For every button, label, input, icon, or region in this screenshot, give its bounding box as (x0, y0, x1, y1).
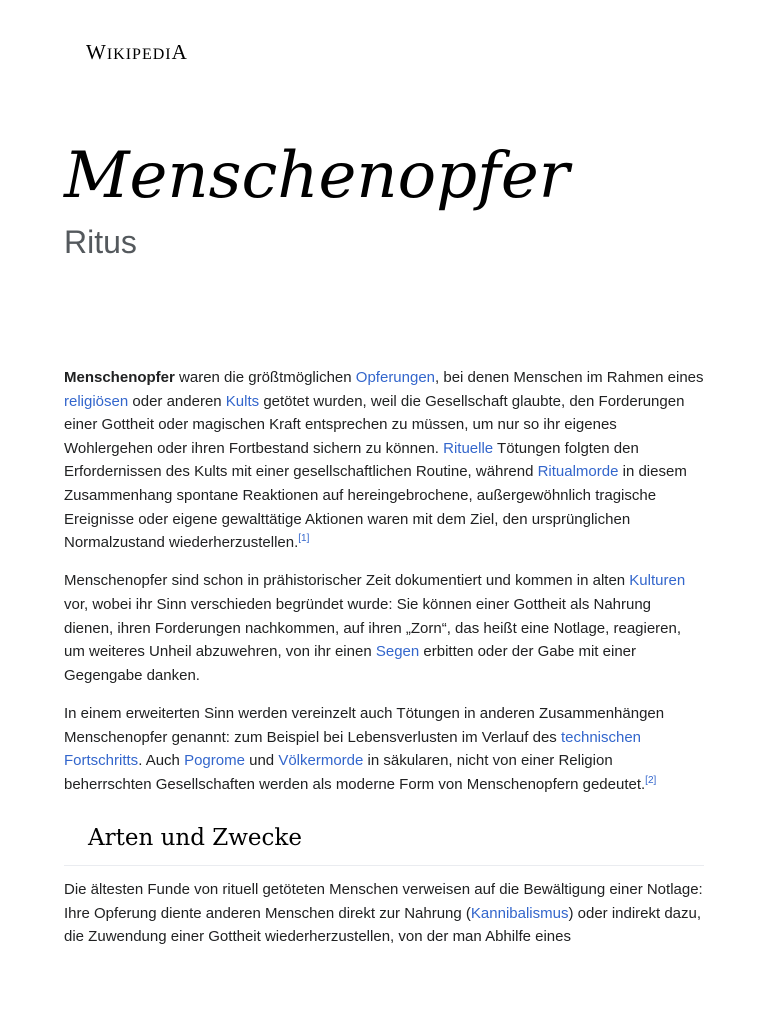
intro-paragraph-1 (64, 366, 704, 555)
wikipedia-wordmark[interactable] (86, 40, 188, 65)
text-run: In einem erweiterten Sinn werden vereinzelt auch Tötungen in anderen Zusammenhängen Menschenopfer genannt: zum Beispiel bei Lebensverlusten im Verlauf des (64, 704, 665, 746)
text-run: erbitten oder der Gabe mit einer Gegengabe danken. (64, 643, 637, 684)
reference-link-2[interactable]: [2] (645, 774, 657, 786)
text-run: und (244, 752, 279, 770)
reference-2[interactable] (645, 775, 656, 786)
link-segen[interactable]: Segen (375, 643, 420, 661)
text-run: ) oder indirekt dazu, die Zuwendung einer Gottheit wiederherzustellen, von der man Abhilfe eines (64, 904, 702, 946)
link-ritualmorde[interactable]: Ritualmorde (537, 463, 619, 481)
link-opferungen[interactable]: Opferungen (355, 369, 436, 386)
text-run: Tötungen folgten den Erfordernissen des Kults mit einer gesellschaftlichen Routine, während (64, 439, 639, 481)
text-run: getötet wurden, weil die Gesellschaft glaubte, den Forderungen einer Gottheit oder magischen Kraft entsprechen zu müssen, um nur so ihr eigenes Wohlergehen oder ihren Fortbestand sichern zu können. (64, 392, 685, 457)
text-run: vor, wobei ihr Sinn verschieden begründet wurde: Sie können einer Gottheit als Nahrung dienen, ihren Forderungen nachkommen, auf ihren „Zorn“, das heißt eine Notlage, reagieren, um weiteres Unheil abzuwehren, von ihr einen (64, 595, 682, 661)
lead-term: Menschenopfer (64, 369, 175, 386)
link-voelkermorde[interactable]: Völkermorde (278, 752, 364, 770)
text-run: . Auch (138, 752, 185, 770)
page-title: Menschenopfer (64, 139, 570, 213)
link-pogrome[interactable]: Pogrome (184, 752, 245, 770)
link-kulturen[interactable]: Kulturen (629, 572, 686, 590)
text-run: Die ältesten Funde von rituell getöteten Menschen verweisen auf die Bewältigung einer Notlage: Ihre Opferung diente anderen Menschen direkt zur Nahrung ( (64, 881, 703, 922)
text-run: , bei denen Menschen im Rahmen eines (435, 369, 704, 386)
link-kannibalismus[interactable]: Kannibalismus (470, 904, 569, 922)
text-run: Menschenopfer sind schon in prähistorischer Zeit dokumentiert und kommen in alten (64, 572, 630, 590)
reference-1[interactable] (298, 533, 309, 544)
link-religioesen[interactable]: religiösen (64, 392, 129, 410)
text-run: waren die größtmöglichen (174, 369, 356, 386)
section-paragraph-1 (64, 878, 704, 949)
link-rituelle[interactable]: Rituelle (443, 439, 494, 457)
link-kults[interactable]: Kults (225, 392, 260, 410)
text-run: in säkularen, nicht von einer Religion beherrschten Gesellschaften werden als moderne Form von Menschenopfern gedeutet. (64, 752, 646, 793)
wordmark-initial: W (86, 40, 107, 64)
wordmark-final: A (171, 40, 188, 64)
wordmark-middle: IKIPEDI (106, 46, 172, 63)
article-body (64, 366, 704, 964)
text-run: in diesem Zusammenhang spontane Reaktionen auf hereingebrochene, außergewöhnlich tragische Ereignisse oder eigene gewalttätige Aktionen waren mit dem Ziel, den ursprünglichen Normalzustand wiederherzustellen. (64, 463, 687, 552)
reference-link-1[interactable]: [1] (298, 533, 310, 545)
intro-paragraph-3 (64, 702, 704, 796)
intro-paragraph-2 (64, 569, 704, 687)
page-subtitle: Ritus (64, 224, 137, 260)
link-technischen-fortschritts[interactable]: technischen Fortschritts (64, 728, 642, 770)
text-run: oder anderen (128, 392, 226, 410)
section-heading-arten-und-zwecke[interactable]: Arten und Zwecke (64, 821, 704, 866)
